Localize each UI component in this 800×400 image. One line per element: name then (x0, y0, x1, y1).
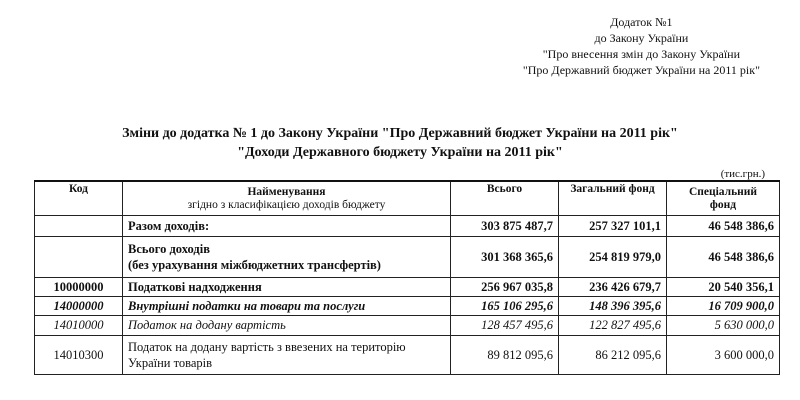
annex-header (523, 14, 760, 78)
row-general: 148 396 395,6 (559, 297, 667, 316)
header-code: Код (35, 181, 123, 216)
row-total: 128 457 495,6 (451, 316, 559, 336)
row-name: Податкові надходження (123, 278, 451, 297)
row-general: 122 827 495,6 (559, 316, 667, 336)
title-line-2: "Доходи Державного бюджету України на 2011 рік" (237, 145, 563, 160)
row-name-line2: (без урахування міжбюджетних трансфертів) (128, 258, 381, 272)
header-total: Всього (451, 181, 559, 216)
row-code: 14000000 (35, 297, 123, 316)
row-general: 236 426 679,7 (559, 278, 667, 297)
table-row (35, 216, 780, 237)
annex-amendment-title: "Про внесення змін до Закону України (542, 47, 741, 61)
title-line-1: Зміни до додатка № 1 до Закону України "Про Державний бюджет України на 2011 рік" (122, 126, 678, 141)
header-special-line1: Спеціальний (688, 185, 758, 198)
row-total: 165 106 295,6 (451, 297, 559, 316)
row-name: Внутрішні податки на товари та послуги (123, 297, 451, 316)
table-row (35, 336, 780, 375)
row-name: Податок на додану вартість (123, 316, 451, 336)
revenue-table (34, 180, 780, 375)
annex-law-ref: до Закону України (594, 31, 689, 45)
row-general: 86 212 095,6 (559, 336, 667, 375)
row-code: 14010000 (35, 316, 123, 336)
row-general: 257 327 101,1 (559, 216, 667, 237)
table-header-row (35, 181, 780, 216)
header-name-line2: згідно з класифікацією доходів бюджету (187, 198, 386, 211)
row-code: 14010300 (35, 336, 123, 375)
header-name-line1: Найменування (247, 185, 326, 198)
header-general-fund: Загальний фонд (559, 181, 667, 216)
row-special: 16 709 900,0 (667, 297, 780, 316)
header-special-fund (667, 181, 780, 216)
row-name-line1: Податок на додану вартість з ввезених на територію (128, 340, 406, 354)
table-row (35, 297, 780, 316)
row-total: 89 812 095,6 (451, 336, 559, 375)
row-name-line2: України товарів (128, 356, 213, 370)
row-special: 5 630 000,0 (667, 316, 780, 336)
row-code (35, 216, 123, 237)
table-row (35, 278, 780, 297)
row-total: 301 368 365,6 (451, 237, 559, 278)
row-code (35, 237, 123, 278)
row-special: 46 548 386,6 (667, 216, 780, 237)
row-total: 303 875 487,7 (451, 216, 559, 237)
annex-number: Додаток №1 (610, 15, 673, 29)
row-general: 254 819 979,0 (559, 237, 667, 278)
row-total: 256 967 035,8 (451, 278, 559, 297)
document-title (0, 124, 800, 162)
row-special: 20 540 356,1 (667, 278, 780, 297)
table-row (35, 237, 780, 278)
row-special: 46 548 386,6 (667, 237, 780, 278)
unit-label: (тис.грн.) (720, 168, 765, 180)
row-special: 3 600 000,0 (667, 336, 780, 375)
row-name-line1: Всього доходів (128, 242, 210, 256)
row-name: Разом доходів: (123, 216, 451, 237)
row-code: 10000000 (35, 278, 123, 297)
header-special-line2: фонд (709, 198, 737, 211)
table-row (35, 316, 780, 336)
annex-budget-law-title: "Про Державний бюджет України на 2011 рік" (522, 63, 760, 77)
row-name (123, 336, 451, 375)
row-name (123, 237, 451, 278)
header-name (123, 181, 451, 216)
